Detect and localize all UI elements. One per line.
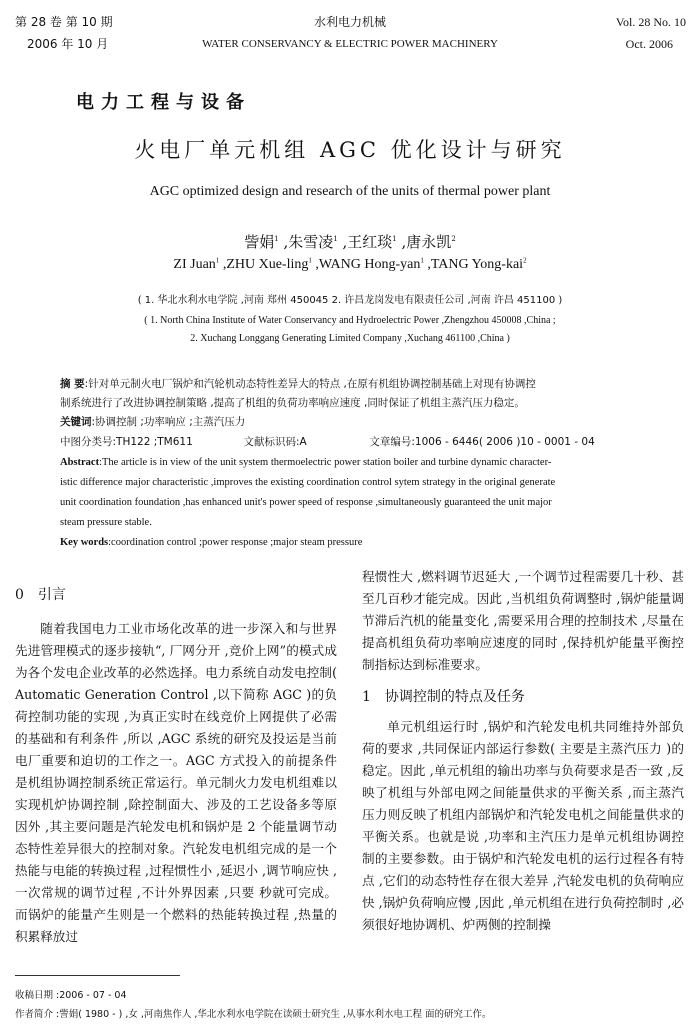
author-en: TANG Yong-kai [430,257,524,272]
doc-code-value: :A [295,436,307,448]
volume-issue-cn: 第 28 卷 第 10 期 [15,15,113,29]
date-en: Oct. 2006 [625,37,673,51]
article-number-value: :1006 - 6446( 2006 )10 - 0001 - 04 [411,436,595,448]
affiliation-en-2: 2. Xuchang Longgang Generating Limited Company ,Xuchang 461100 ,China ) [190,333,510,344]
title-en: AGC optimized design and research of the units of thermal power plant [149,184,551,199]
journal-name-en: WATER CONSERVANCY & ELECTRIC POWER MACHINERY [202,38,498,50]
author-cn: 王红琰 [347,233,393,251]
author-sup: 2 [523,256,527,265]
keywords-en-label: Key words [60,537,109,548]
author-sup: 1 [274,235,279,243]
clc-label: 中图分类号 [60,436,113,448]
author-sup: 1 [392,235,397,243]
author-sup: 2 [451,235,456,243]
author-sup: 1 [420,256,424,265]
section-1-title: 协调控制的特点及任务 [384,689,525,705]
volume-issue-en: Vol. 28 No. 10 [615,15,686,29]
abstract-cn-line-2: 制系统进行了改进协调控制策略 ,提高了机组的负荷功率响应速度 ,同时保证了机组主蒸汽压力稳定。 [60,397,525,409]
author-cn: 朱雪凌 [288,233,334,251]
section-1-paragraph: 单元机组运行时 ,锅炉和汽轮发电机共同维持外部负荷的要求 ,共同保证内部运行参数( 主要是主蒸汽压力 )的稳定。因此 ,单元机组的输出功率与负荷要求是否一致 ,反映了机组与外部电网之间能量供求的平衡关系 ,而主蒸汽压力则反映了机组内部锅炉和汽轮发电机之间能量供求的平衡关系。也就是说 ,功率和主汽压力是单元机组协调控制的主要参数。由于锅炉和汽轮发电机的运行过程各有特点 ,它们的动态特性存在很大差异 ,汽轮发电机的负荷响应快 ,锅炉负荷响应慢 ,因此 ,单元机组在进行负荷控制时 ,必须很好地协调机、炉两侧的控制操 [362,719,684,932]
keywords-en [60,533,650,552]
keywords-en-text: :coordination control ;power response ;major steam pressure [108,537,363,548]
author-cn: 訾娟 [244,233,275,251]
author-en: ZI Juan [173,257,216,272]
authors-en: ZI Juan$^1$ ,ZHU Xue-ling$^1$ ,WANG Hong-yan$^1$ ,TANG Yong-kai$^2$ [173,256,527,272]
title-cn: 火电厂单元机组 AGC 优化设计与研究 [134,138,566,162]
doc-code-label: 文献标识码 [243,436,296,448]
keywords-cn-label: 关键词 [60,416,92,428]
keywords-cn [60,413,650,432]
authors-cn: 訾娟$^1$ ,朱雪凌$^1$ ,王红琰$^1$ ,唐永凯$^2$ [244,233,456,251]
abstract-cn-line-1 [60,375,650,394]
author-cn: 唐永凯 [406,233,452,251]
author-sup: 1 [215,256,220,265]
affiliation-cn: ( 1. 华北水利水电学院 ,河南 郑州 450045 2. 许昌龙岗发电有限责任公司 ,河南 许昌 451100 ) [137,295,563,306]
affiliation-en-1: ( 1. North China Institute of Water Conservancy and Hydroelectric Power ,Zhengzhou 450008 ,China ; [144,315,556,326]
abstract-en-line-3: unit coordination foundation ,has enhanced unit's power speed of response ,simultaneously guaranteed the unit major [60,497,552,508]
author-en: ZHU Xue-ling [226,257,309,272]
keywords-cn-text: :协调控制 ;功率响应 ;主蒸汽压力 [91,416,246,428]
section-1-heading [362,682,684,712]
author-intro: 作者简介 :訾娟( 1980 - ) ,女 ,河南焦作人 ,华北水利水电学院在读硕士研究生 ,从事水利水电工程 面的研究工作。 [15,1009,492,1020]
abstract-en-text: :The article is in view of the unit system thermoelectric power station boiler and turbine dynamic character- [99,457,552,468]
left-column [15,580,337,948]
author-en: WANG Hong-yan [318,257,421,272]
right-column [362,566,684,936]
abstract-cn-text: :针对单元制火电厂锅炉和汽轮机动态特性差异大的特点 ,在原有机组协调控制基础上对现有协调控 [84,378,536,390]
classification-line [60,433,650,452]
abstract-cn-label: 摘 要 [60,378,85,390]
date-cn: 2006 年 10 月 [27,37,109,51]
received-date: 收稿日期 :2006 - 07 - 04 [15,990,127,1001]
section-0-title: 引言 [37,587,66,603]
continued-paragraph: 程惯性大 ,燃料调节迟延大 ,一个调节过程需要几十秒、甚至几百秒才能完成。因此 ,当机组负荷调整时 ,锅炉能量调节滞后汽机的能量变化 ,需要采用合理的控制技术 ,尽量在提高机组负荷功率响应速度的同时 ,保持机炉能量平衡控制指标达到标准要求。 [362,569,684,672]
section-0-paragraph: 随着我国电力工业市场化改革的进一步深入和与世界先进管理模式的逐步接轨“, 厂网分开 ,竞价上网”的模式成为各个发电企业改革的必然选择。电力系统自动发电控制( Automatic Generation Control ,以下简称 AGC )的负荷控制功能的实现 ,为真正实时在线竞价上网提供了必需的基础和有利条件 ,所以 ,AGC 系统的研究及投运是当前电厂重要和迫切的工作之一。AGC 方式投入的前提条件是机组协调控制系统正常运行。单元制火力发电机组难以实现机炉协调控制 ,除控制面大、涉及的工艺设备多等原因外 ,其主要问题是汽轮发电机和锅炉是 2 个能量调节动态特性差异很大的控制对象。汽轮发电机组完成的是一个热能与电能的转换过程 ,过程惯性小 ,延迟小 ,调节响应快 ,一次常规的调节过程 ,不计外界因素 ,只要 秒就可完成。而锅炉的能量产生则是一个燃料的热能转换过程 ,热量的积累释放过 [15,621,337,944]
section-0-number: 0 [15,587,24,603]
section-1-number: 1 [362,689,371,705]
footnote-rule [15,975,180,976]
abstract-en-line-2: istic difference major characteristic ,improves the existing coordination control sytem strategy in the original generate [60,477,556,488]
author-sup: 1 [308,256,312,265]
author-sup: 1 [333,235,338,243]
journal-name-cn: 水利电力机械 [313,15,386,29]
article-number-label: 文章编号 [369,436,412,448]
section-label: 电力工程与设备 [76,92,251,113]
abstract-en-line-1 [60,453,650,472]
abstract-en-label: Abstract [60,457,100,468]
section-0-heading [15,580,337,610]
clc-value: :TH122 ;TM611 [112,436,193,448]
abstract-en-line-4: steam pressure stable. [60,517,152,528]
